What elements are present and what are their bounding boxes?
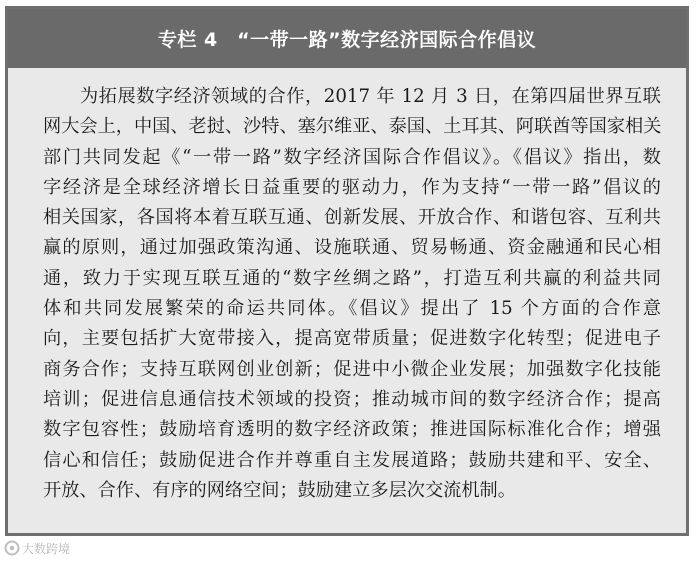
body-line: 字经济是全球经济增长日益重要的驱动力，作为支持“一带一路”倡议的	[43, 176, 661, 198]
body-line: 信心和信任；鼓励促进合作并尊重自主发展道路；鼓励共建和平、安全、	[43, 449, 661, 471]
watermark-text: 大数跨境	[22, 542, 71, 556]
watermark-logo-icon	[3, 538, 71, 558]
body-line: 赢的原则，通过加强政策沟通、设施联通、贸易畅通、资金融通和民心相	[43, 237, 661, 259]
body-line: 开放、合作、有序的网络空间；鼓励建立多层次交流机制。	[43, 479, 516, 501]
body-line: 培训；促进信息通信技术领域的投资；推动城市间的数字经济合作；提高	[43, 388, 661, 410]
body-line: 向，主要包括扩大宽带接入，提高宽带质量；促进数字化转型；促进电子	[43, 328, 661, 350]
body-line: 商务合作；支持互联网创业创新；促进中小微企业发展；加强数字化技能	[43, 358, 661, 380]
box-header	[8, 9, 686, 68]
body-line: 为拓展数字经济领域的合作，2017 年 12 月 3 日，在第四届世界互联	[80, 86, 661, 107]
body-line: 网大会上，中国、老挝、沙特、塞尔维亚、泰国、土耳其、阿联酋等国家相关	[43, 116, 662, 138]
special-column-box	[5, 6, 689, 536]
body-line: 通，致力于实现互联互通的“数字丝绸之路”，打造互利共赢的利益共同	[43, 267, 661, 289]
body-line: 体和共同发展繁荣的命运共同体。《倡议》提出了 15 个方面的合作意	[43, 298, 661, 320]
watermark	[3, 538, 71, 558]
box-title: 专栏 4 “一带一路”数字经济国际合作倡议	[157, 29, 537, 51]
body-line: 相关国家，各国将本着互联互通、创新发展、开放合作、和谐包容、互利共	[43, 207, 661, 229]
body-line: 部门共同发起《“一带一路”数字经济国际合作倡议》。《倡议》指出，数	[43, 146, 661, 168]
box-body	[43, 82, 661, 506]
body-line: 数字包容性；鼓励培育透明的数字经济政策；推进国际标准化合作；增强	[43, 419, 661, 441]
